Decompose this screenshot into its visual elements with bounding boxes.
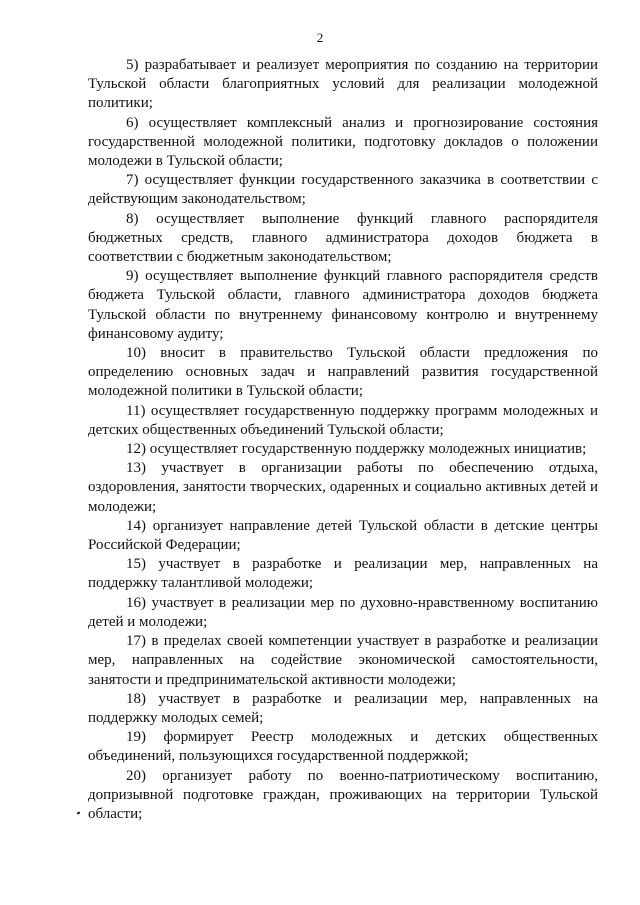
list-item-11: 11) осуществляет государственную поддержку программ молодежных и детских общественных объединений Тульской области;	[88, 402, 598, 438]
list-item-12: 12) осуществляет государственную поддержку молодежных инициатив;	[126, 441, 587, 458]
list-item-15: 15) участвует в разработке и реализации мер, направленных на поддержку талантливой молодежи;	[88, 556, 598, 592]
list-item-14: 14) организует направление детей Тульской области в детские центры Российской Федерации;	[88, 517, 598, 554]
list-item-8: 8) осуществляет выполнение функций главного распорядителя бюджетных средств, главного администратора доходов бюджета в соответствии с бюджетным законодательством;	[88, 210, 598, 266]
list-item-7: 7) осуществляет функции государственного заказчика в соответствии с действующим законодательством;	[88, 172, 598, 208]
list-item-18: 18) участвует в разработке и реализации мер, направленных на поддержку молодых семей;	[88, 690, 598, 726]
list-item-17: 17) в пределах своей компетенции участвует в разработке и реализации мер, направленных на содействие экономической самостоятельности, занятости и предпринимательской активности молодежи;	[88, 633, 598, 688]
list-item-10: 10) вносит в правительство Тульской области предложения по определению основных задач и направлений развития государственной молодежной политики в Тульской области;	[88, 345, 598, 400]
list-item-19: 19) формирует Реестр молодежных и детских общественных объединений, пользующихся государственной поддержкой;	[88, 729, 598, 765]
list-item-20: 20) организует работу по военно-патриотическому воспитанию, допризывной подготовке граждан, проживающих на территории Тульской области;	[88, 767, 598, 822]
list-item-5: 5) разрабатывает и реализует мероприятия по созданию на территории Тульской области благоприятных условий для реализации молодежной политики;	[88, 57, 598, 112]
scan-artifact-mark	[77, 812, 81, 815]
document-body	[88, 56, 598, 824]
page-number: 2	[316, 30, 324, 45]
list-item-6: 6) осуществляет комплексный анализ и прогнозирование состояния государственной молодежной политики, подготовку докладов о положении молодежи в Тульской области;	[88, 114, 598, 170]
list-item-13: 13) участвует в организации работы по обеспечению отдыха, оздоровления, занятости творческих, одаренных и социально активных детей и молодежи;	[88, 460, 598, 515]
list-item-9: 9) осуществляет выполнение функций главного распорядителя средств бюджета Тульской области, главного администратора доходов бюджета Тульской области по внутреннему финансовому контролю и внутреннему финансовому аудиту;	[88, 268, 598, 342]
list-item-16: 16) участвует в реализации мер по духовно-нравственному воспитанию детей и молодежи;	[88, 594, 598, 630]
